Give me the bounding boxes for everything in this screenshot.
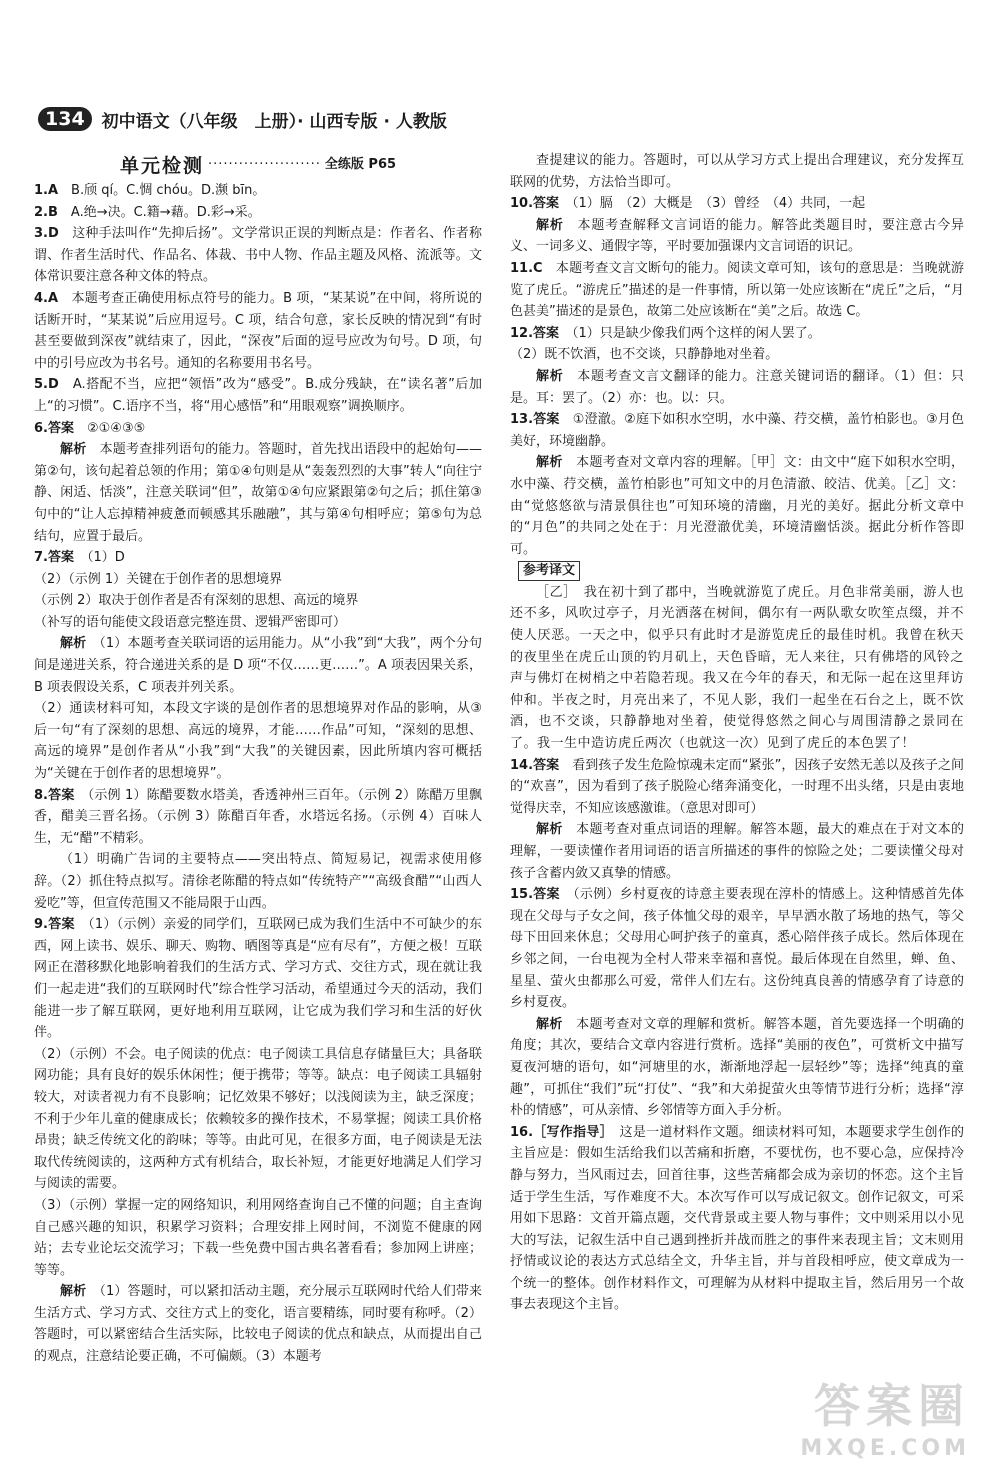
answer-paragraph bbox=[34, 180, 482, 202]
answer-text: （1）答题时，可以紧扣活动主题，充分展示互联网时代给人们带来生活方式、学习方式、交往方式上的变化，语言要精练，同时要有称呼。（2）答题时，可以紧密结合生活实际，比较电子阅读的优点和缺点，从而提出自己的观点，注意结论要正确，不可偏颇。（3）本题考 bbox=[34, 1284, 482, 1365]
answer-paragraph bbox=[34, 202, 482, 224]
answer-text: （1）明确广告词的主要特点——突出特点、简短易记，视需求使用修辞。（2）抓住特点拟写。清徐老陈醋的特点如“传统特产”“高级食醋”“山西人爱吃”等，但宣传范围又不能局限于山西。 bbox=[34, 852, 482, 911]
answer-paragraph bbox=[510, 150, 964, 193]
answer-text: （1）（示例）亲爱的同学们，互联网已成为我们生活中不可缺少的东西，网上读书、娱乐、聊天、购物、晒图等真是“应有尽有”，方便之极！互联网正在潜移默化地影响着我们的生活方式、学习方式、交往方式，现在就让我们一起走进“我们的互联网时代”综合性学习活动，希望通过今天的活动，我们能进一步了解互联网，更好地利用互联网，让它成为我们学习和生活的好伙伴。 bbox=[34, 917, 482, 1041]
answer-label: 解析 bbox=[60, 1284, 87, 1300]
answer-label: 1.A bbox=[34, 183, 59, 198]
answer-label: 8.答案 bbox=[34, 787, 75, 803]
answer-paragraph bbox=[34, 1044, 482, 1195]
page-number: 134 bbox=[38, 107, 92, 131]
left-column bbox=[34, 148, 482, 1368]
translation-text: ［乙］ 我在初十到了郡中，当晚就游览了虎丘。月色非常美丽，游人也还不多，风吹过亭子，月光洒落在树间，偶尔有一两队歌女吹笙点缀，并不使人厌恶。一天之中，似乎只有此时才是游览虎丘的最佳时机。我曾在秋天的夜里坐在虎丘山顶的钓月矶上，天色昏暗，无人来往，只有佛塔的风铃之声与佛灯在树梢之中若隐若现。我又在今年的春天，和无际一起在这里拜访仲和。半夜之时，月亮出来了，不见人影，我们一起坐在石台之上，既不饮酒，也不交谈，只静静地对坐着，使觉得悠然之间心与周围清静之景同在了。我一生中造访虎丘两次（也就这一次）见到了虎丘的本色罢了！ bbox=[510, 584, 964, 752]
answer-label: 解析 bbox=[536, 217, 564, 233]
answer-paragraph bbox=[510, 755, 964, 820]
watermark-domain: MXQE.COM bbox=[800, 1436, 970, 1461]
answer-paragraph bbox=[510, 1122, 964, 1316]
answer-text: A.搭配不当，应把“领悟”改为“感受”。B.成分残缺，在“读名著”后加上“的习惯”。C.语序不当，将“用心感悟”和“用眼观察”调换顺序。 bbox=[34, 377, 482, 414]
answer-label: 解析 bbox=[536, 368, 564, 384]
answer-label: 12.答案 bbox=[510, 325, 560, 341]
answer-label: 16.［写作指导］ bbox=[510, 1124, 607, 1140]
answer-text: 本题考查文言文断句的能力。阅读文章可知，该句的意思是：当晚就游览了虎丘。“游虎丘”描述的是一件事情，所以第一处应该断在“虎丘”之后，“月色甚美”描述的是景色，故第二处应该断在“美”之后。故选 C。 bbox=[510, 260, 964, 320]
answer-text: （1）D bbox=[73, 550, 125, 566]
answer-label: 4.A bbox=[34, 290, 59, 306]
answer-paragraph bbox=[510, 344, 964, 366]
answer-label: 解析 bbox=[536, 822, 563, 838]
answer-text: （2）（示例）不会。电子阅读的优点：电子阅读工具信息存储量巨大；具备联网功能；具有良好的娱乐休闲性；便于携带；等等。缺点：电子阅读工具辐射较大，对读者视力有不良影响；记忆效果不够好；以浅阅读为主，缺乏深度；不利于少年儿童的健康成长；依赖较多的操作技术，不易掌握；阅读工具价格昂贵；缺乏传统文化的韵味；等等。由此可见，在很多方面，电子阅读是无法取代传统阅读的，这两种方式有机结合，取长补短，才能更好地满足人们学习与阅读的需要。 bbox=[34, 1046, 482, 1192]
answer-label: 解析 bbox=[536, 1016, 563, 1032]
answer-paragraph bbox=[510, 409, 964, 452]
answer-text: （2）通读材料可知，本段文字谈的是创作者的思想境界对作品的影响，从③后一句“有了深刻的思想、高远的境界，才能……作品”可知，“深刻的思想、高远的境界”是创作者从“小我”到“大我”的关键因素，因此所填内容可概括为“关键在于创作者的思想境界”。 bbox=[34, 701, 482, 782]
answer-paragraph bbox=[34, 633, 482, 698]
answer-label: 15.答案 bbox=[510, 887, 560, 903]
answer-paragraph bbox=[510, 193, 964, 215]
answer-label: 14.答案 bbox=[510, 757, 560, 773]
answer-label: 解析 bbox=[536, 455, 563, 471]
answer-text: 本题考查对重点词语的理解。解答本题，最大的难点在于对文本的理解，一要读懂作者用词语的语言所描述的事件的惊险之处；二要读懂父母对孩子含蓄内敛又真挚的情感。 bbox=[510, 822, 964, 881]
answer-paragraph bbox=[34, 590, 482, 612]
answer-paragraph bbox=[510, 258, 964, 323]
answer-paragraph bbox=[34, 785, 482, 850]
leader-dots: ······················ bbox=[207, 157, 321, 173]
answer-paragraph bbox=[34, 569, 482, 591]
section-ref: 全练版 P65 bbox=[324, 157, 397, 173]
answer-label: 3.D bbox=[34, 226, 59, 242]
answer-paragraph bbox=[510, 560, 964, 582]
answer-paragraph bbox=[34, 418, 482, 440]
answer-text: （3）（示例）掌握一定的网络知识，利用网络查询自己不懂的问题；自主查询自己感兴趣的知识，积累学习资料；合理安排上网时间，不浏览不健康的网站；去专业论坛交流学习；下载一些免费中国古典名著看看；参加网上讲座；等等。 bbox=[34, 1197, 482, 1278]
answer-paragraph bbox=[34, 288, 482, 374]
answer-text: （2）既不饮酒，也不交谈，只静静地对坐着。 bbox=[510, 347, 779, 363]
page-header bbox=[38, 106, 447, 132]
answer-text: 这是一道材料作文题。细读材料可知，本题要求学生创作的主旨应是：假如生活给我们以苦痛和折磨，不要忧伤，也不要心急，应保持冷静与努力，当风雨过去，回首往事，这些苦痛都会成为亲切的怀恋。这个主旨适于学生生活，写作难度不大。本次写作可以写成记叙文。创作记叙文，可采用如下思路：文首开篇点题，交代背景或主要人物与事件；文中则采用以小见大的写法，记叙生活中自己遇到挫折并战而胜之的事件来表现主旨；文末则用抒情或议论的表达方式总结全文，升华主旨，并与首段相呼应，使文章成为一个统一的整体。创作材料作文，可理解为从材料中提取主旨，然后用另一个故事去表现这个主旨。 bbox=[510, 1124, 964, 1313]
answer-paragraph bbox=[510, 323, 964, 345]
answer-paragraph bbox=[510, 884, 964, 1014]
answer-paragraph bbox=[34, 849, 482, 914]
answer-paragraph bbox=[510, 819, 964, 884]
answer-paragraph bbox=[34, 223, 482, 288]
translation-tag: 参考译文 bbox=[518, 561, 580, 581]
answer-paragraph bbox=[510, 452, 964, 560]
answer-paragraph bbox=[510, 582, 964, 755]
answer-label: 11.C bbox=[510, 260, 543, 276]
section-title: 单元检测 bbox=[119, 155, 204, 178]
answer-label: 10.答案 bbox=[510, 196, 560, 212]
answer-text: （示例 2）取决于创作者是否有深刻的思想、高远的境界 bbox=[34, 593, 359, 609]
answer-label: 5.D bbox=[34, 377, 59, 393]
right-column bbox=[510, 150, 964, 1316]
answer-label: 解析 bbox=[60, 442, 87, 458]
answer-label: 9.答案 bbox=[34, 917, 75, 933]
answer-label: 解析 bbox=[60, 636, 87, 652]
answer-text: B.颀 qí。C.惆 chóu。D.濒 bīn。 bbox=[58, 183, 266, 198]
answer-text: （1）膈 （2）大概是 （3）曾经 （4）共同，一起 bbox=[559, 196, 866, 212]
answer-text: （1）只是缺少像我们两个这样的闲人罢了。 bbox=[559, 325, 821, 341]
answer-paragraph bbox=[34, 439, 482, 547]
answer-text: 这种手法叫作“先抑后扬”。文学常识正误的判断点是：作者名、作者称谓、作者生活时代、作品名、体裁、书中人物、作品主题及风格、流派等。文体常识要注意各种文体的特点。 bbox=[34, 226, 482, 285]
section-heading bbox=[34, 148, 482, 178]
answer-paragraph bbox=[34, 547, 482, 569]
answer-text: （1）本题考查关联词语的运用能力。从“小我”到“大我”，两个分句间是递进关系，符合递进关系的是 D 项“不仅……更……”。A 项表因果关系，B 项表假设关系，C 项表并列关系。 bbox=[34, 636, 482, 695]
answer-paragraph bbox=[34, 914, 482, 1044]
answer-label: 13.答案 bbox=[510, 412, 560, 428]
answer-paragraph bbox=[510, 1014, 964, 1122]
answer-paragraph bbox=[34, 612, 482, 634]
answer-text: 本题考查正确使用标点符号的能力。B 项，“某某说”在中间，将所说的话断开时，“某某说”后应用逗号。C 项，结合句意，家长反映的情况到“有时甚至要做到深夜”就结束了，因此，“深夜”后面的逗号应改为句号。D 项，句中的引号应改为书名号。通知的名称要用书名号。 bbox=[34, 290, 482, 371]
answer-paragraph bbox=[34, 374, 482, 417]
answer-paragraph bbox=[34, 1281, 482, 1367]
answer-paragraph bbox=[34, 1195, 482, 1281]
answer-text: （示例）乡村夏夜的诗意主要表现在淳朴的情感上。这种情感首先体现在父母与子女之间，孩子体恤父母的艰辛，早早洒水散了场地的热气，等父母下田回来休息；父母用心呵护孩子的童真，悉心陪伴孩子成长。然后体现在乡邻之间，一台电视为全村人带来幸福和喜悦。最后体现在自然里，蝉、鱼、星星、萤火虫都那么可爱，常伴人们左右。这份纯真良善的情感孕育了诗意的乡村夏夜。 bbox=[510, 887, 964, 1011]
answer-paragraph bbox=[510, 215, 964, 258]
book-title: 初中语文（八年级 上册）· 山西专版 · 人教版 bbox=[101, 111, 447, 132]
answer-text: 查提建议的能力。答题时，可以从学习方式上提出合理建议，充分发挥互联网的优势，方法恰当即可。 bbox=[510, 153, 964, 190]
watermark-logo bbox=[800, 1370, 970, 1461]
answer-text: 本题考查排列语句的能力。答题时，首先找出语段中的起始句——第②句，该句起着总领的作用；第①④句则是从“轰轰烈烈的大事”转人“向往宁静、闲适、恬淡”，注意关联词“但”，故第①④句应紧跟第②句之后；抓住第③句中的“让人忘掉精神疲惫而顿感其乐融融”，其与第④句相呼应；第⑤句为总结句，应置于最后。 bbox=[34, 442, 482, 544]
answer-text: 本题考查对文章内容的理解。［甲］文：由文中“庭下如积水空明，水中藻、荇交横，盖竹柏影也”可知文中的月色清澈、皎洁、优美。［乙］文：由“觉悠悠欲与清景俱往也”可知环境的清幽，月光的美好。据此分析文章中的“月色”的共同之处在于：月光澄澈优美，环境清幽恬淡。据此分析作答即可。 bbox=[510, 455, 964, 557]
answer-label: 2.B bbox=[34, 204, 58, 220]
answer-text: 本题考查文言文翻译的能力。注意关键词语的翻译。（1）但：只是。耳：罢了。（2）亦：也。以：只。 bbox=[510, 368, 964, 406]
watermark-text: 答案圈 bbox=[814, 1379, 970, 1433]
answer-label: 6.答案 bbox=[34, 420, 74, 436]
answer-paragraph bbox=[510, 366, 964, 409]
answer-text: A.绝→决。C.籍→藉。D.彩→采。 bbox=[57, 204, 261, 220]
answer-text: （2）（示例 1）关键在于创作者的思想境界 bbox=[34, 571, 283, 587]
answer-text: ①澄澈。②庭下如积水空明，水中藻、荇交横，盖竹柏影也。③月色美好，环境幽静。 bbox=[510, 412, 964, 449]
answer-text: 本题考查解释文言词语的能力。解答此类题目时，要注意古今异义、一词多义、通假字等，平时要加强课内文言词语的识记。 bbox=[510, 217, 964, 255]
answer-text: （示例 1）陈醋要数水塔美，香透神州三百年。（示例 2）陈醋万里飘香，醋美三晋名扬。（示例 3）陈醋百年香，水塔远名扬。（示例 4）百味人生，无“醋”不精彩。 bbox=[34, 787, 483, 846]
answer-paragraph bbox=[34, 698, 482, 784]
answer-text: 看到孩子发生危险惊魂未定而“紧张”，因孩子安然无恙以及孩子之间的“欢喜”，因为看到了孩子脱险心绪奔涌变化，一时理不出头绪，只是由衷地觉得庆幸，不知应该感激谁。（意思对即可） bbox=[510, 757, 964, 816]
answer-text: ②①④③⑤ bbox=[73, 420, 146, 436]
answer-label: 7.答案 bbox=[34, 550, 74, 566]
answer-text: 本题考查对文章的理解和赏析。解答本题，首先要选择一个明确的角度；其次，要结合文章内容进行赏析。选择“美丽的夜色”，可赏析文中描写夏夜河塘的语句，如“河塘里的水，渐渐地浮起一层轻纱”等；选择“纯真的童趣”，可抓住“我们”玩“打仗”、“我”和大弟捉萤火虫等情节进行分析；选择“淳朴的情感”，可从亲情、乡邻情等方面入手分析。 bbox=[510, 1016, 964, 1119]
answer-text: （补写的语句能使文段语意完整连贯、逻辑严密即可） bbox=[34, 614, 347, 630]
